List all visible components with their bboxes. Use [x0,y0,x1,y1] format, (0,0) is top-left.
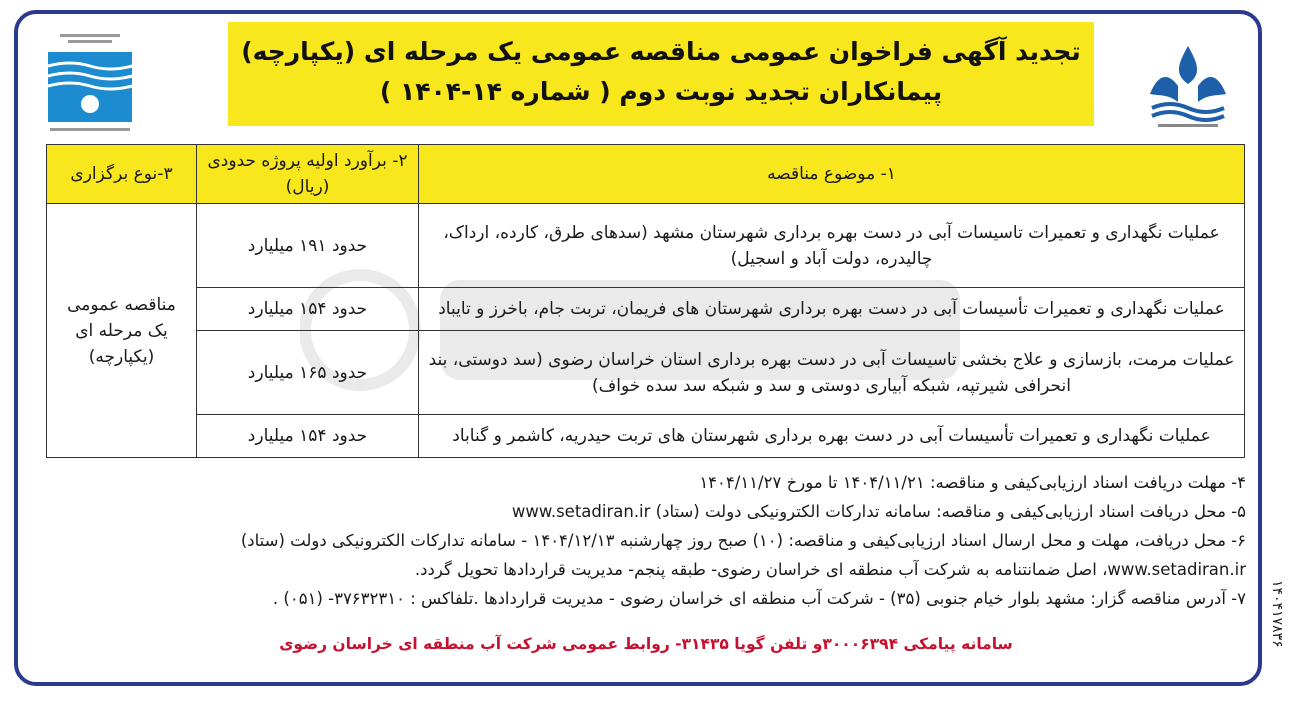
row-subject: عملیات نگهداری و تعمیرات تأسیسات آبی در دست بهره برداری شهرستان های تربت حیدریه، کاشمر و گناباد [419,415,1245,458]
footer-contact: سامانه پیامکی ۳۰۰۰۶۳۹۴و تلفن گویا ۳۱۴۳۵- روابط عمومی شرکت آب منطقه ای خراسان رضوی [279,635,1013,653]
row-estimate: حدود ۱۵۴ میلیارد [197,288,419,331]
note-4-deadline: ۴- مهلت دریافت اسناد ارزیابی‌کیفی و مناقصه: ۱۴۰۴/۱۱/۲۱ تا مورخ ۱۴۰۴/۱۱/۲۷ [699,473,1246,492]
tender-table [46,144,1245,458]
note-5-location: ۵- محل دریافت اسناد ارزیابی‌کیفی و مناقصه: سامانه تدارکات الکترونیکی دولت (ستاد) www.setadiran.ir [511,502,1246,521]
row-subject: عملیات مرمت، بازسازی و علاج بخشی تاسیسات آبی در دست بهره برداری استان خراسان رضوی (سد دوستی، بند انحرافی شیرتپه، شبکه آبیاری دوستی و سد و شبکه سد سده خواف) [419,330,1245,414]
table-row [47,415,1245,458]
title-line-1: تجدید آگهی فراخوان عمومی مناقصه عمومی یک مرحله ای (یکپارچه) [241,37,1081,66]
row-estimate: حدود ۱۶۵ میلیارد [197,330,419,414]
note-7-address: ۷- آدرس مناقصه گزار: مشهد بلوار خیام جنوبی (۳۵) - شرکت آب منطقه ای خراسان رضوی - مدیریت قراردادها .تلفاکس : ۳۷۶۳۲۳۱۰- (۰۵۱) . [272,589,1246,608]
header-subject: ۱- موضوع مناقصه [419,145,1245,204]
table-row [47,288,1245,331]
row-estimate: حدود ۱۵۴ میلیارد [197,415,419,458]
table-row [47,204,1245,288]
tender-type-cell: مناقصه عمومی یک مرحله ای (یکپارچه) [47,204,197,458]
table-row [47,330,1245,414]
title-box [228,22,1094,126]
note-6-guarantee: www.setadiran.ir، اصل ضمانتنامه به شرکت آب منطقه ای خراسان رضوی- طبقه پنجم- مدیریت قراردادها تحویل گردد. [414,560,1246,579]
water-hands-logo [1138,24,1238,136]
row-subject: عملیات نگهداری و تعمیرات تاسیسات آبی در دست بهره برداری شهرستان مشهد (سدهای طرق، کارده، ارداک، چالیدره، دولت آباد و اسجیل) [419,204,1245,288]
water-company-logo [40,30,140,140]
note-6-submission: ۶- محل دریافت، مهلت و محل ارسال اسناد ارزیابی‌کیفی و مناقصه: (۱۰) صبح روز چهارشنبه ۱۴۰۴/۱۲/۱۳ - سامانه تدارکات الکترونیکی دولت (ستاد) [240,531,1246,550]
notes-block [46,468,1246,613]
header-estimate: ۲- برآورد اولیه پروژه حدودی (ریال) [197,145,419,204]
title-line-2: پیمانکاران تجدید نوبت دوم ( شماره ۱۴-۱۴۰۴ ) [379,77,943,106]
row-subject: عملیات نگهداری و تعمیرات تأسیسات آبی در دست بهره برداری شهرستان های فریمان، تربت جام، باخرز و تایباد [419,288,1245,331]
table-header-row [47,145,1245,204]
header-type: ۳-نوع برگزاری [47,145,197,204]
side-code-text: ۱۴۰۴۱۷۸۳۶ [1269,580,1285,648]
side-code [1263,580,1287,690]
row-estimate: حدود ۱۹۱ میلیارد [197,204,419,288]
